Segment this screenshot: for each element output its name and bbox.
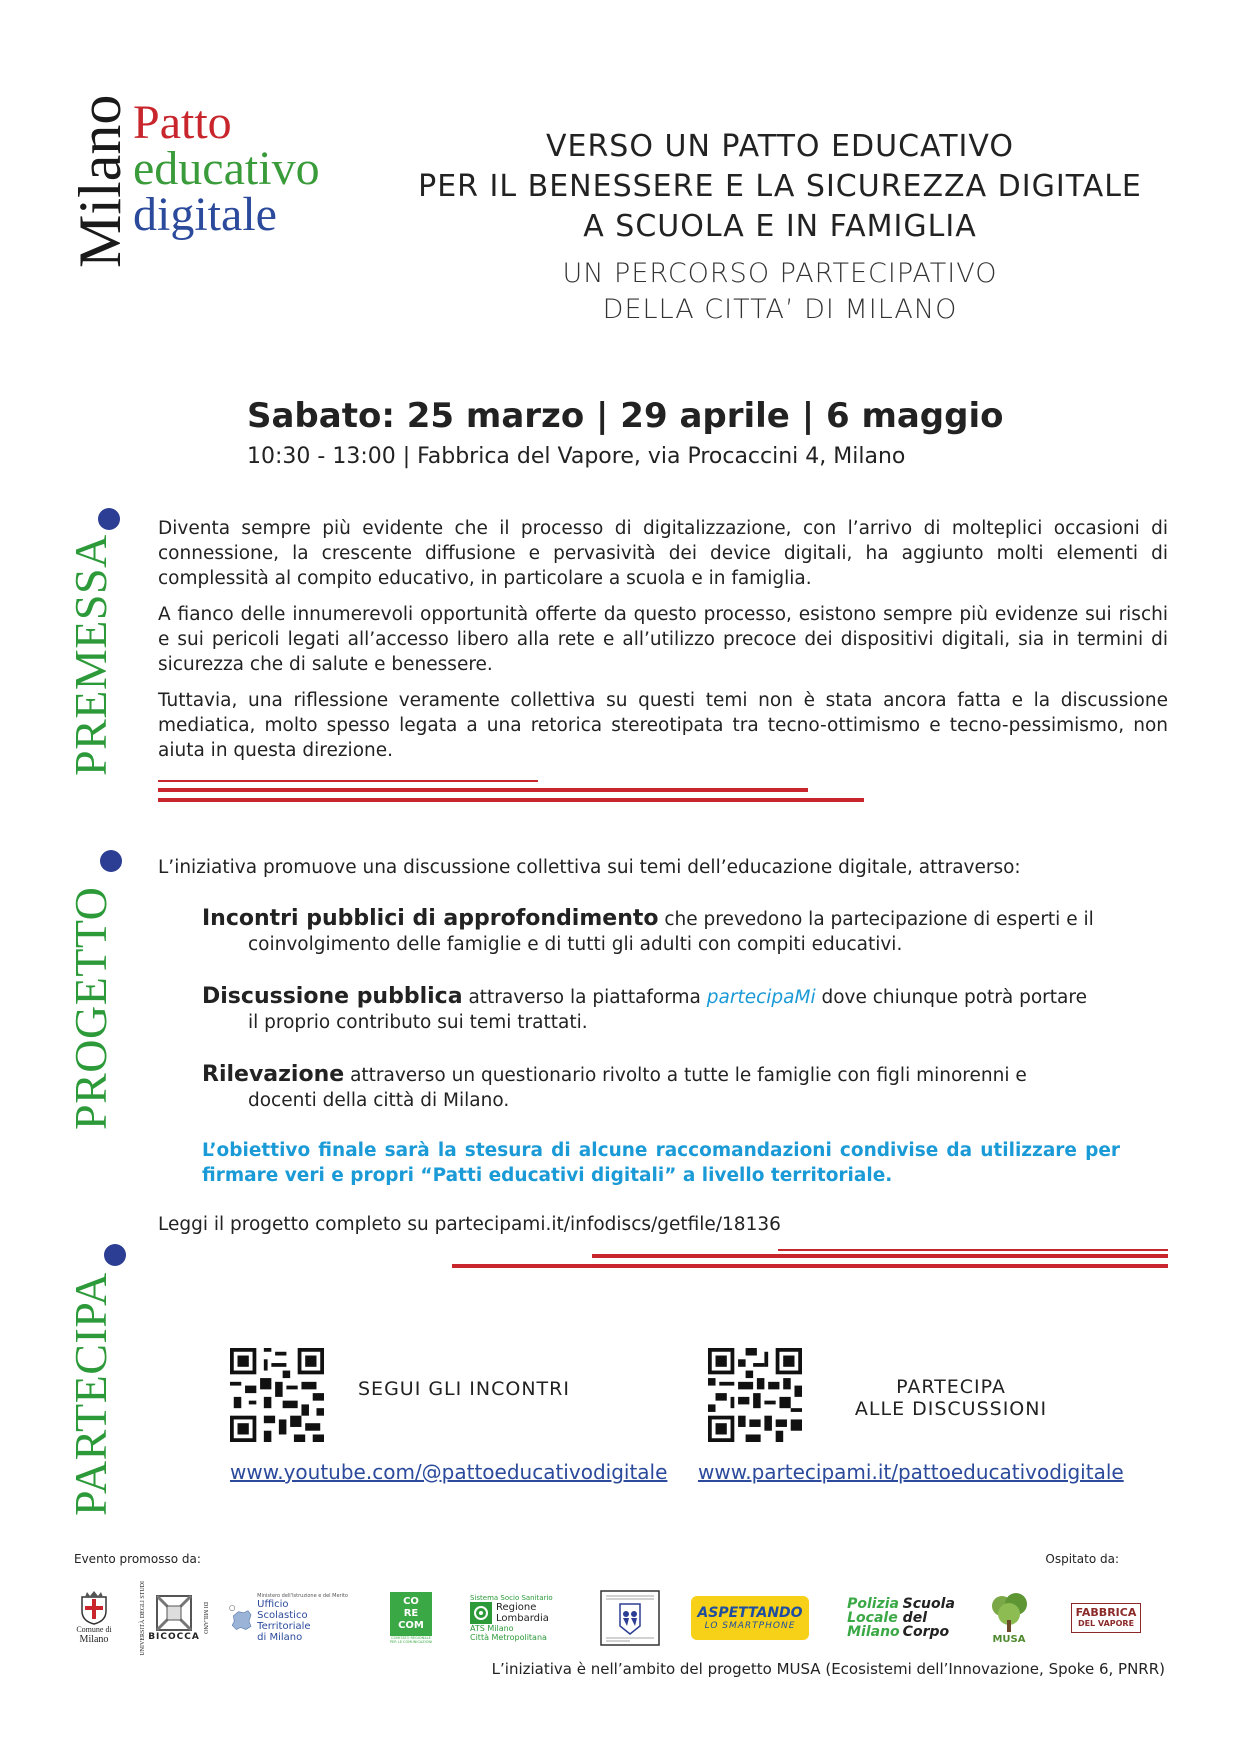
sponsor-text: ASPETTANDO xyxy=(697,1604,803,1621)
sponsor-text: Comune di xyxy=(76,1625,112,1634)
sponsor-text: UNIVERSITÀ DEGLI STUDI xyxy=(140,1580,147,1656)
section-dot-progetto xyxy=(100,850,122,872)
item-text-continued: coinvolgimento delle famiglie e di tutti gli adulti con compiti educativi. xyxy=(248,934,903,955)
qr-label-partecipa xyxy=(846,1376,1056,1420)
logo-aspettando-smartphone xyxy=(690,1590,810,1646)
qr-label-segui: SEGUI GLI INCONTRI xyxy=(358,1378,570,1400)
sponsor-text: Corpo xyxy=(902,1624,950,1640)
logo-line-patto: Patto xyxy=(133,96,232,149)
sponsor-text: Locale xyxy=(847,1610,898,1626)
sponsor-text: di Milano xyxy=(257,1632,303,1643)
divider-rule xyxy=(158,788,808,792)
sponsor-text: DI MILANO xyxy=(201,1602,208,1634)
item-text-continued: il proprio contributo sui temi trattati. xyxy=(248,1012,588,1033)
logo-fabbrica-vapore xyxy=(1064,1590,1148,1646)
premessa-paragraph-2: A fianco delle innumerevoli opportunità offerte da questo processo, esistono sempre più evidenze sui rischi e sui pericoli legati all’accesso libero alla rete e all’utilizzo precoce dei dispositivi digitali, sia in termini di sicurezza che di salute e benessere. xyxy=(158,604,1168,675)
item-text-continued: docenti della città di Milano. xyxy=(248,1090,510,1111)
section-label-progetto: PROGETTO xyxy=(65,886,116,1130)
sponsor-text: Milano xyxy=(847,1624,900,1640)
sponsor-text: Polizia xyxy=(847,1596,899,1612)
divider-rule xyxy=(778,1249,1168,1251)
item-lead: Rilevazione xyxy=(202,1062,345,1087)
sponsor-text: Ministero dell'Istruzione e del Merito xyxy=(257,1593,348,1599)
logo-line-digitale: digitale xyxy=(133,188,277,241)
sponsor-text: Milano xyxy=(79,1634,109,1645)
sponsor-text: DEL VAPORE xyxy=(1077,1619,1135,1628)
partecipami-url-link[interactable]: www.partecipami.it/pattoeducativodigitale xyxy=(698,1460,1124,1484)
logo-comune-milano xyxy=(70,1590,118,1646)
sponsor-text: CO xyxy=(403,1596,419,1607)
sponsor-text: Ufficio xyxy=(257,1599,289,1610)
qr-code-icon[interactable] xyxy=(230,1348,324,1442)
item-lead: Incontri pubblici di approfondimento xyxy=(202,906,659,931)
logo-polizia-scuola xyxy=(846,1590,956,1646)
title-line-1: VERSO UN PATTO EDUCATIVO xyxy=(545,129,1015,164)
subtitle-line-1: UN PERCORSO PARTECIPATIVO xyxy=(562,258,998,289)
progetto-item xyxy=(202,1062,1120,1113)
sponsor-text: Città Metropolitana xyxy=(470,1633,547,1642)
progetto-item xyxy=(202,906,1120,957)
logo-musa xyxy=(982,1590,1036,1646)
logo-school-badge xyxy=(598,1590,662,1646)
lombardia-map-icon xyxy=(228,1592,253,1644)
item-lead: Discussione pubblica xyxy=(202,984,463,1009)
subtitle-line-2: DELLA CITTA’ DI MILANO xyxy=(602,294,958,325)
title-line-2: PER IL BENESSERE E LA SICUREZZA DIGITALE xyxy=(418,169,1142,204)
progetto-intro: L’iniziativa promuove una discussione collettiva sui temi dell’educazione digitale, attraverso: xyxy=(158,857,1021,878)
divider-rule xyxy=(452,1264,1168,1268)
logo-line-educativo: educativo xyxy=(133,142,320,195)
partecipami-link[interactable]: partecipaMi xyxy=(706,987,816,1008)
event-dates: Sabato: 25 marzo | 29 aprile | 6 maggio xyxy=(247,396,1004,436)
item-text: attraverso un questionario rivolto a tutte le famiglie con figli minorenni e xyxy=(344,1065,1027,1086)
school-badge-icon xyxy=(600,1590,660,1646)
promoted-by-label: Evento promosso da: xyxy=(74,1552,201,1566)
footer-note: L’iniziativa è nell’ambito del progetto MUSA (Ecosistemi dell’Innovazione, Spoke 6, PNRR) xyxy=(491,1660,1165,1678)
sponsor-text: Territoriale xyxy=(257,1621,311,1632)
divider-rule xyxy=(158,798,864,802)
item-text: che prevedono la partecipazione di esperti e il xyxy=(658,909,1094,930)
premessa-paragraph-1: Diventa sempre più evidente che il processo di digitalizzazione, con l’arrivo di molteplici occasioni di connessione, la crescente diffusione e pervasività dei device digitali, ha aggiunto molti elementi di complessità al compito educativo, in particolare a scuola e in famiglia. xyxy=(158,518,1168,589)
logo-bicocca xyxy=(140,1580,208,1656)
qr-code-icon[interactable] xyxy=(708,1348,802,1442)
logo xyxy=(133,96,320,241)
section-label-premessa: PREMESSA xyxy=(65,534,116,776)
tree-icon xyxy=(986,1592,1032,1634)
sponsor-text: MUSA xyxy=(992,1633,1026,1645)
youtube-link[interactable]: www.youtube.com/@pattoeducativodigitale xyxy=(230,1460,668,1484)
sponsor-text: BICOCCA xyxy=(148,1632,200,1642)
progetto-goal: L’obiettivo finale sarà la stesura di alcune raccomandazioni condivise da utilizzare per firmare veri e propri “Patti educativi digitali” a livello territoriale. xyxy=(202,1140,1120,1186)
premessa-paragraph-3: Tuttavia, una riflessione veramente collettiva su questi temi non è stata ancora fatta e la discussione mediatica, molto spesso legata a una retorica stereotipata tra tecno-ottimismo e tecno-pessimismo, non aiuta in questa direzione. xyxy=(158,690,1168,761)
sponsor-text: Scolastico xyxy=(257,1610,308,1621)
qr-label-line: PARTECIPA xyxy=(896,1376,1006,1398)
section-dot-partecipa xyxy=(104,1244,126,1266)
event-place: 10:30 - 13:00 | Fabbrica del Vapore, via Procaccini 4, Milano xyxy=(247,444,906,469)
logo-ats-regione xyxy=(470,1590,580,1646)
item-text: attraverso la piattaforma xyxy=(462,987,707,1008)
progetto-item xyxy=(202,984,1120,1035)
title-line-3: A SCUOLA E IN FAMIGLIA xyxy=(583,209,977,244)
regione-rose-icon xyxy=(470,1602,492,1624)
item-text: dove chiunque potrà portare xyxy=(815,987,1087,1008)
sponsor-text: COMITATO REGIONALE PER LE COMUNICAZIONI xyxy=(389,1636,433,1644)
hosted-by-label: Ospitato da: xyxy=(1045,1552,1119,1566)
divider-rule xyxy=(158,780,538,782)
sponsor-text: del xyxy=(902,1610,927,1626)
sponsor-text: Scuola xyxy=(902,1596,955,1612)
sponsor-text: ATS Milano xyxy=(470,1624,514,1633)
coat-of-arms-icon xyxy=(79,1591,109,1625)
bicocca-mark-icon xyxy=(155,1594,193,1632)
logo-city: Milano xyxy=(67,94,133,268)
read-more-text: Leggi il progetto completo su partecipami.it/infodiscs/getfile/18136 xyxy=(158,1214,781,1235)
sponsor-text: Lombardia xyxy=(496,1613,549,1624)
sponsor-text: Regione xyxy=(496,1602,537,1613)
sponsor-text: LO SMARTPHONE xyxy=(704,1620,796,1631)
logo-corecom xyxy=(386,1590,436,1646)
qr-label-line: ALLE DISCUSSIONI xyxy=(854,1398,1048,1420)
sponsor-text: COM xyxy=(398,1620,424,1631)
sponsor-text: Sistema Socio Sanitario xyxy=(470,1594,553,1602)
sponsor-text: FABBRICA xyxy=(1075,1606,1137,1619)
section-label-partecipa: PARTECIPA xyxy=(65,1272,116,1516)
sponsor-text: RE xyxy=(403,1608,419,1619)
divider-rule xyxy=(592,1254,1168,1258)
section-dot-premessa xyxy=(98,508,120,530)
logo-ufficio-scolastico xyxy=(228,1590,348,1646)
